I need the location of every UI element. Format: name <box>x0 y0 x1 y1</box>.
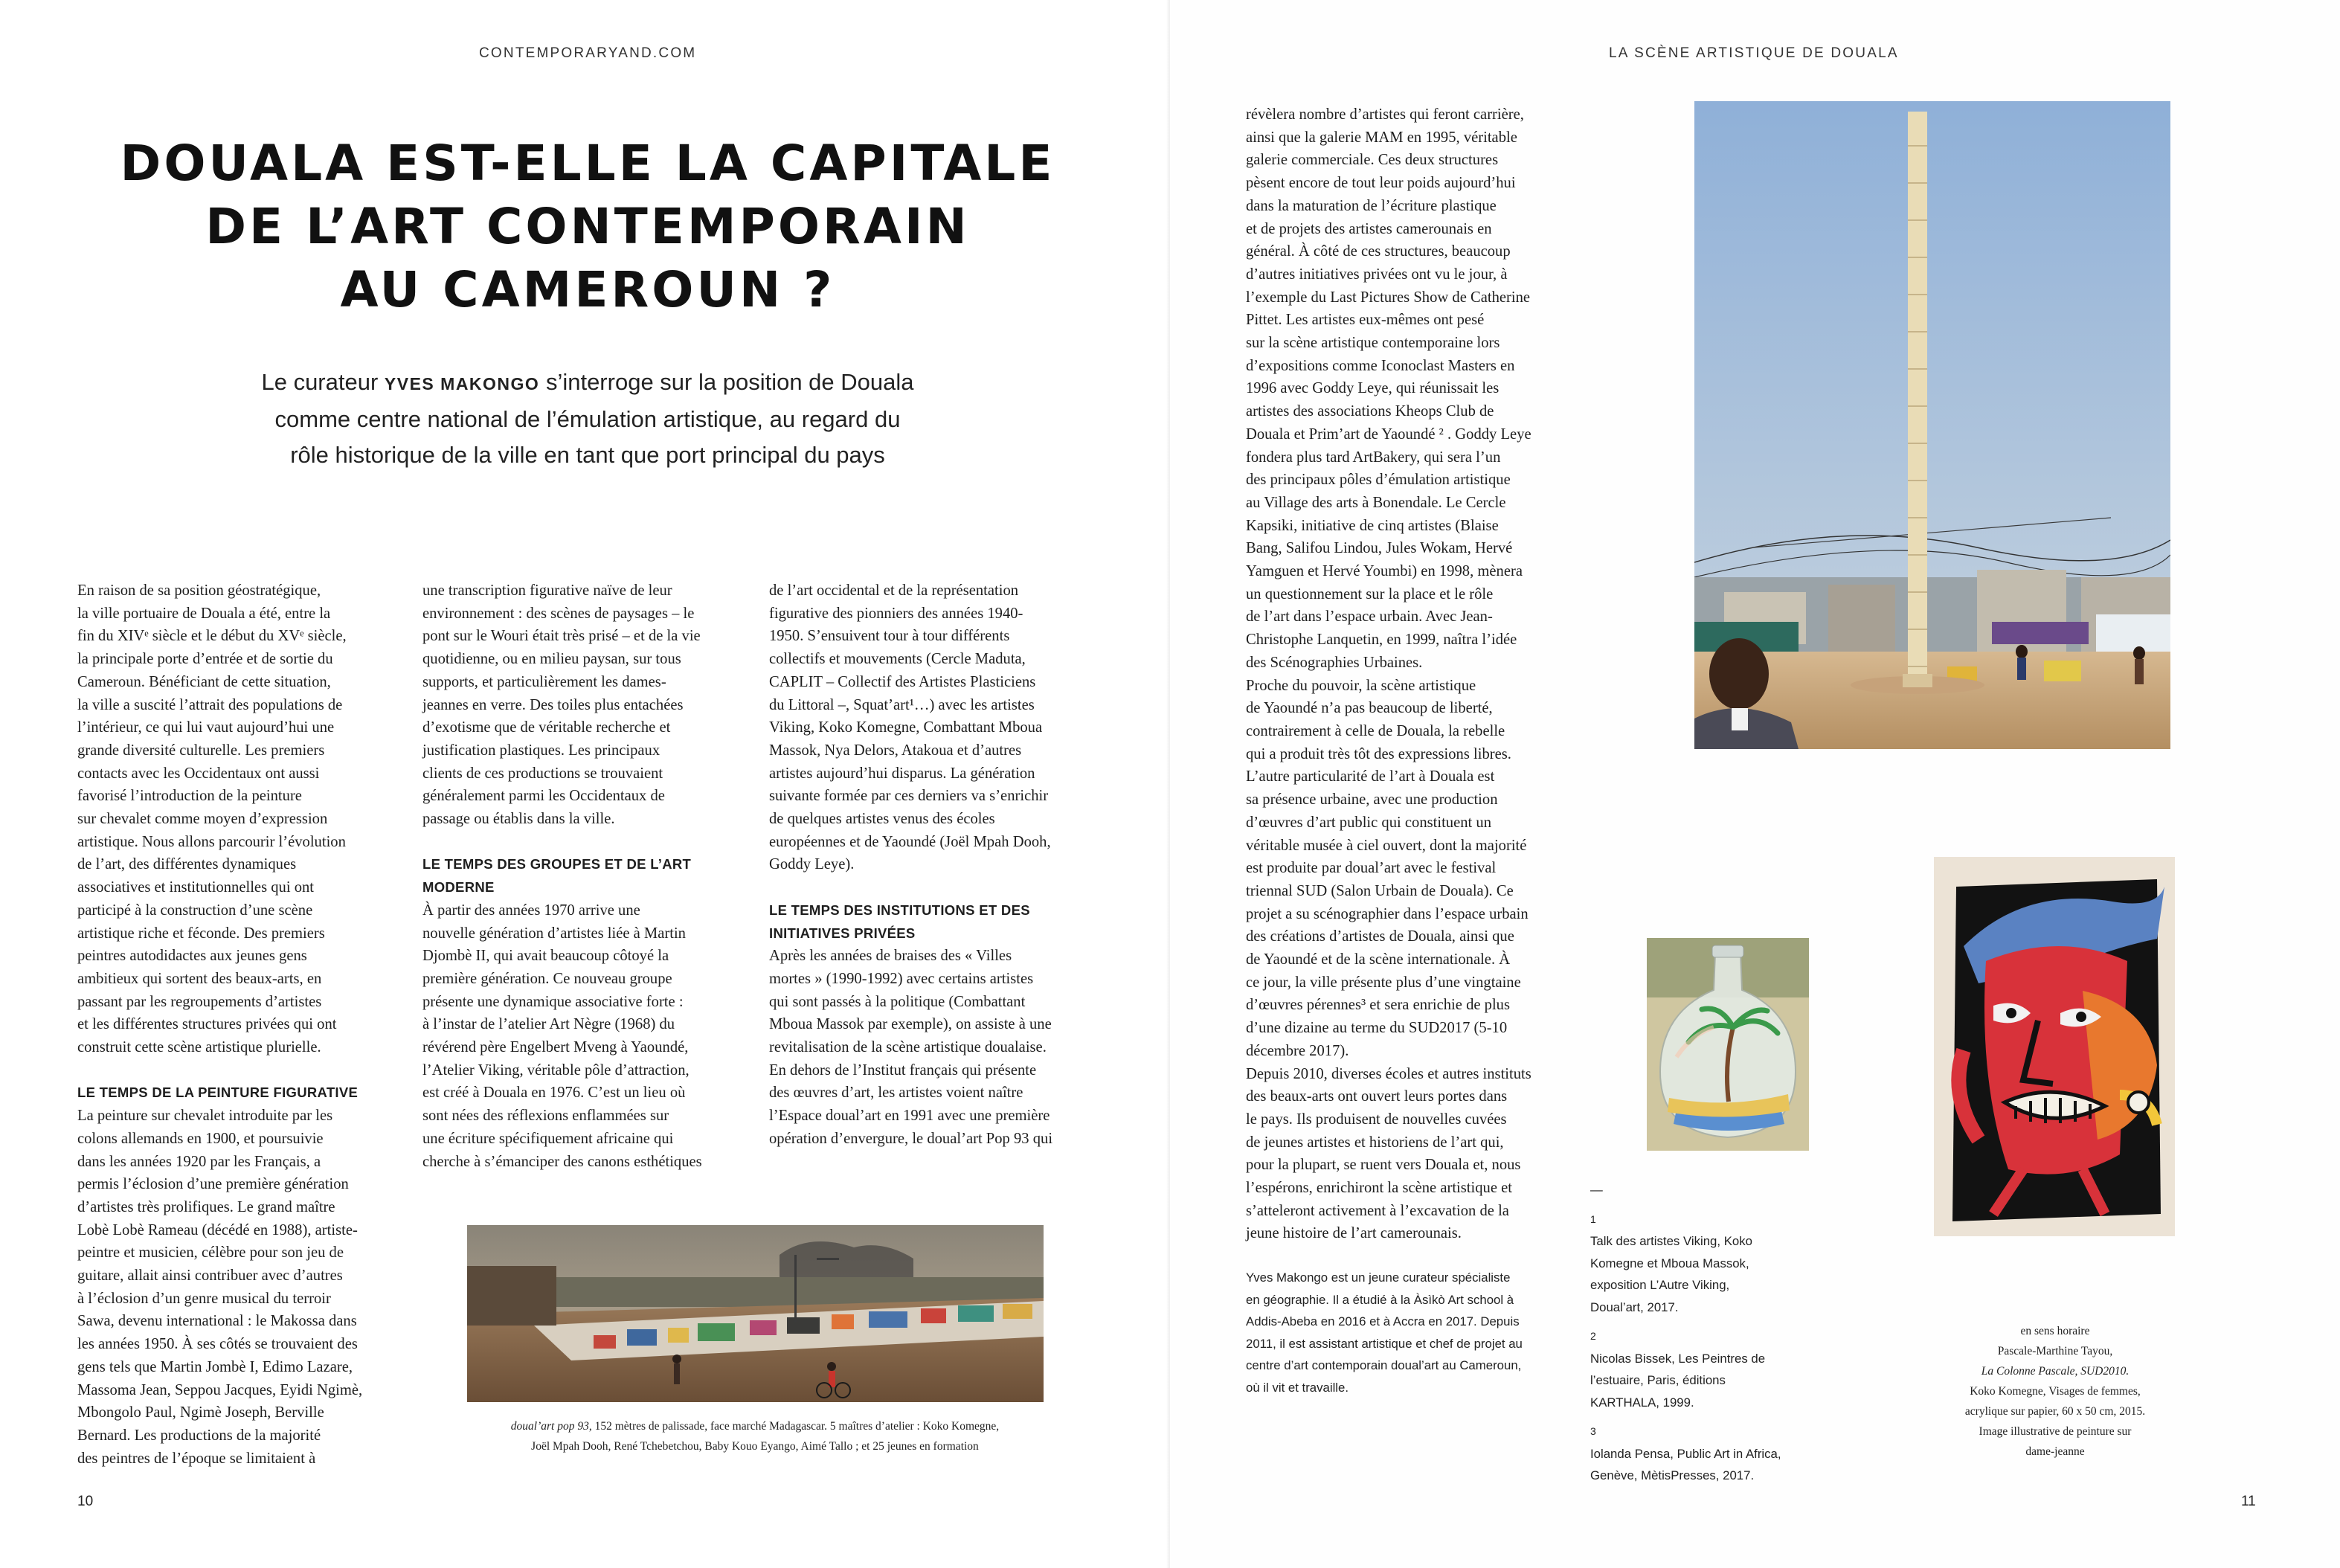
column-1-line: dans les années 1920 par les Français, a <box>77 1153 321 1170</box>
column-1-line: la principale porte d’entrée et de sortie du <box>77 651 333 668</box>
author-bio-text <box>1246 1267 1588 1398</box>
column-4-line: d’œuvres pérennes³ et sera enrichie de plus <box>1246 997 1510 1014</box>
body-column-3 <box>769 579 1089 1151</box>
subhead-institutions-line-1: LE TEMPS DES INSTITUTIONS ET DES <box>769 902 1030 918</box>
column-4-line: projet a su scénographier dans l’espace urbain <box>1246 905 1529 922</box>
column-4-line: d’œuvres d’art public qui constituent un <box>1246 814 1492 831</box>
column-2-line: Djombè II, qui avait beaucoup côtoyé la <box>422 948 669 965</box>
column-3-line: européennes et de Yaoundé (Joël Mpah Dooh, <box>769 833 1051 850</box>
column-4-line: Proche du pouvoir, la scène artistique <box>1246 677 1476 694</box>
column-2-line: généralement parmi les Occidentaux de <box>422 788 665 805</box>
column-4-line: le pays. Ils produisent de nouvelles cuvées <box>1246 1111 1507 1128</box>
column-4-line: s’atteleront activement à l’excavation de la <box>1246 1202 1509 1219</box>
bio-line: centre d’art contemporain doual’art au Cameroun, <box>1246 1358 1522 1372</box>
subhead-institutions-line-2: INITIATIVES PRIVÉES <box>769 925 916 941</box>
column-1-line: de l’art, des différentes dynamiques <box>77 856 297 873</box>
standfirst-line-2: comme centre national de l’émulation artistique, au regard du <box>274 406 901 432</box>
column-3-line: des œuvres d’art, les artistes voient naître <box>769 1085 1023 1102</box>
column-1-line: ambitieux qui sortent des beaux-arts, en <box>77 970 322 987</box>
column-1-line: Sawa, devenu international : le Makossa dans <box>77 1313 357 1330</box>
footnote-line: l’estuaire, Paris, éditions <box>1590 1373 1726 1387</box>
column-3-line: de l’art occidental et de la représentation <box>769 582 1019 599</box>
column-2-line: d’exotisme que de véritable recherche et <box>422 719 671 736</box>
bio-line: en géographie. Il a étudié à la Àsìkò Art school à <box>1246 1292 1514 1307</box>
column-1-line: artistique riche et féconde. Des premiers <box>77 925 325 942</box>
column-3-paragraph-1 <box>769 579 1089 876</box>
column-3-paragraph-2 <box>769 945 1089 1150</box>
column-2-line: pont sur le Wouri était très prisé – et de la vie <box>422 628 701 645</box>
column-1-line: passant par les regroupements d’artistes <box>77 993 322 1010</box>
column-1-line: les années 1950. À ses côtés se trouvaient des <box>77 1336 358 1353</box>
column-4-line: est produite par doual’art avec le festival <box>1246 860 1497 877</box>
caption-right-line-3 <box>1947 1361 2163 1381</box>
footnote-line: Komegne et Mboua Massok, <box>1590 1256 1749 1270</box>
bio-line: 2011, il est assistant artistique et chef de projet au <box>1246 1336 1523 1351</box>
column-2-line: clients de ces productions se trouvaient <box>422 765 663 782</box>
column-3-line: du Littoral –, Squat’art¹…) avec les artistes <box>769 696 1035 713</box>
column-4-line: 1996 avec Goddy Leye, qui réunissait les <box>1246 380 1500 397</box>
footnote-line: Talk des artistes Viking, Koko <box>1590 1234 1752 1248</box>
dame-jeanne-photo <box>1647 938 1809 1151</box>
column-4-line: Douala et Prim’art de Yaoundé ² . Goddy Leye <box>1246 425 1531 443</box>
column-4-line: Kapsiki, initiative de cinq artistes (Blaise <box>1246 517 1499 534</box>
author-bio <box>1246 1267 1588 1398</box>
column-4-line: l’exemple du Last Pictures Show de Catherine <box>1246 289 1531 306</box>
column-2-line: jeannes en verre. Des toiles plus entachées <box>422 696 684 713</box>
column-3-line: En dehors de l’Institut français qui présente <box>769 1061 1037 1079</box>
column-4-line: de Yaoundé et de la scène internationale. À <box>1246 951 1511 968</box>
headline-line-2: DE L’ART CONTEMPORAIN <box>205 198 970 255</box>
right-photo-caption <box>1947 1321 2163 1462</box>
caption-right-line-6: Image illustrative de peinture sur <box>1979 1425 2132 1438</box>
dame-jeanne-illustration <box>1647 938 1809 1151</box>
column-4-line: l’espérons, enrichiront la scène artistique et <box>1246 1180 1512 1197</box>
column-3-line: revitalisation de la scène artistique doualaise. <box>769 1039 1047 1056</box>
column-2-line: une écriture spécifiquement africaine qui <box>422 1130 674 1147</box>
column-2-line: l’Atelier Viking, véritable pôle d’attraction, <box>422 1061 690 1079</box>
column-1-line: favorisé l’introduction de la peinture <box>77 788 302 805</box>
column-3-line: de quelques artistes venus des écoles <box>769 811 995 828</box>
column-2-line: révérend père Engelbert Mveng à Yaoundé, <box>422 1039 689 1056</box>
column-2-line: présente une dynamique associative forte : <box>422 993 684 1010</box>
column-3-line: figurative des pionniers des années 1940- <box>769 605 1023 622</box>
column-4-line: sur la scène artistique contemporaine lors <box>1246 335 1500 352</box>
column-2-paragraph-1 <box>422 579 742 831</box>
column-1-line: permis l’éclosion d’une première génération <box>77 1176 349 1193</box>
footnote-line: KARTHALA, 1999. <box>1590 1395 1694 1410</box>
column-1-line: contacts avec les Occidentaux ont aussi <box>77 765 320 782</box>
column-3-line: Viking, Koko Komegne, Combattant Mboua <box>769 719 1043 736</box>
column-4-line: galerie commerciale. Ces deux structures <box>1246 152 1499 169</box>
column-1-paragraph-1 <box>77 579 390 1059</box>
column-2-line: cherche à s’émanciper des canons esthétiques <box>422 1153 702 1170</box>
caption-right-line-2: Pascale-Marthine Tayou, <box>1997 1345 2113 1357</box>
column-4-line: d’autres initiatives privées ont vu le jour, à <box>1246 266 1508 283</box>
column-4-line: pour la plupart, se ruent vers Douala et, nous <box>1246 1157 1521 1174</box>
column-3-line: l’Espace doual’art en 1991 avec une première <box>769 1108 1050 1125</box>
footnote-line: Nicolas Bissek, Les Peintres de <box>1590 1351 1766 1366</box>
column-4-line: général. À côté de ces structures, beaucoup <box>1246 243 1511 260</box>
caption-left-line-1: doual’art pop 93, 152 mètres de palissade, face marché Madagascar. 5 maîtres d’atelier : Koko Komegne, <box>510 1420 1000 1433</box>
standfirst <box>179 364 997 473</box>
column-4-line: révèlera nombre d’artistes qui feront carrière, <box>1246 106 1524 123</box>
column-4-line: Christophe Lanquetin, en 1999, naîtra l’idée <box>1246 632 1517 649</box>
page-number-left: 10 <box>77 1494 94 1509</box>
footnote-list <box>1590 1209 1843 1494</box>
column-1-line: l’intérieur, ce qui lui vaut aujourd’hui une <box>77 719 335 736</box>
mural-photo <box>467 1225 1044 1402</box>
column-4-line: de l’art dans l’espace urbain. Avec Jean- <box>1246 608 1493 626</box>
column-2-line: sont nées des réflexions enflammées sur <box>422 1108 669 1125</box>
column-4-line: au Village des arts à Bonendale. Le Cercle <box>1246 494 1506 511</box>
column-4-line: Pittet. Les artistes eux-mêmes ont pesé <box>1246 312 1485 329</box>
caption-right-line-3-text: La Colonne Pascale, SUD2010. <box>1981 1365 2130 1378</box>
column-4-line: d’expositions comme Iconoclast Masters en <box>1246 357 1515 374</box>
page-number-right: 11 <box>2241 1494 2256 1509</box>
column-2-line: supports, et particulièrement les dames- <box>422 673 666 690</box>
column-4-line: ainsi que la galerie MAM en 1995, véritable <box>1246 129 1517 146</box>
column-4-line: Yamguen et Hervé Youmbi) en 1998, mènera <box>1246 563 1523 580</box>
column-3-line: 1950. S’ensuivent tour à tour différents <box>769 628 1010 645</box>
column-1-line: la ville a suscité l’attrait des populations de <box>77 696 343 713</box>
column-1-line: la ville portuaire de Douala a été, entre la <box>77 605 331 622</box>
column-1-line: des peintres de l’époque se limitaient à <box>77 1450 316 1467</box>
column-1-paragraph-2 <box>77 1105 390 1470</box>
column-2-line: passage ou établis dans la ville. <box>422 811 615 828</box>
column-3-line: mortes » (1990-1992) avec certains artistes <box>769 970 1034 987</box>
column-4-line: L’autre particularité de l’art à Douala est <box>1246 768 1495 785</box>
column-1-line: artistique. Nous allons parcourir l’évolution <box>77 833 346 850</box>
column-1-line: peintre et musicien, célèbre pour son jeu de <box>77 1244 344 1262</box>
caption-right-line-5: acrylique sur papier, 60 x 50 cm, 2015. <box>1964 1405 2146 1418</box>
column-1-line: gens tels que Martin Jombè I, Edimo Lazare, <box>77 1358 353 1375</box>
column-3-line: qui sont passés à la politique (Combattant <box>769 993 1026 1010</box>
caption-right-line-1: en sens horaire <box>2020 1325 2090 1337</box>
column-4-line: jeune histoire de l’art camerounais. <box>1246 1225 1462 1242</box>
column-2-line: nouvelle génération d’artistes liée à Martin <box>422 925 686 942</box>
standfirst-prefix: Le curateur <box>261 369 385 395</box>
column-3-line: artistes aujourd’hui disparus. La génération <box>769 765 1035 782</box>
footnote-number: 3 <box>1590 1425 1596 1437</box>
mural-photo-caption <box>446 1416 1064 1456</box>
column-1-line: En raison de sa position géostratégique, <box>77 582 321 599</box>
column-4-line: d’une dizaine au terme du SUD2017 (5-10 <box>1246 1020 1508 1037</box>
headline-line-3: AU CAMEROUN ? <box>340 261 835 318</box>
column-4-line: véritable musée à ciel ouvert, dont la majorité <box>1246 837 1527 854</box>
column-3-line: Mboua Massok par exemple), on assiste à une <box>769 1016 1052 1033</box>
column-2-line: une transcription figurative naïve de leur <box>422 582 672 599</box>
column-4-text <box>1246 103 1573 1245</box>
column-1-line: sur chevalet comme moyen d’expression <box>77 811 328 828</box>
column-2-line: quotidienne, ou en milieu paysan, sur tous <box>422 651 681 668</box>
column-1-line: construit cette scène artistique plurielle. <box>77 1039 321 1056</box>
column-1-line: La peinture sur chevalet introduite par les <box>77 1108 333 1125</box>
column-1-line: participé à la construction d’une scène <box>77 902 313 919</box>
column-4-line: fondera plus tard ArtBakery, qui sera l’un <box>1246 449 1501 466</box>
column-3-line: opération d’envergure, le doual’art Pop 93 qui <box>769 1130 1053 1147</box>
body-column-1 <box>77 579 390 1470</box>
column-1-line: d’artistes très prolifiques. Le grand maître <box>77 1198 335 1215</box>
mural-photo-illustration <box>467 1225 1044 1402</box>
footnote-number: 2 <box>1590 1330 1596 1342</box>
visages-painting-illustration <box>1934 857 2175 1236</box>
column-1-line: Lobè Lobè Rameau (décédé en 1988), artiste- <box>77 1221 358 1238</box>
subhead-modern-art: LE TEMPS DES GROUPES ET DE L’ART MODERNE <box>422 856 692 896</box>
column-4-line: ce jour, la ville présente plus d’une vingtaine <box>1246 974 1521 991</box>
body-column-2 <box>422 579 742 1173</box>
column-2-line: première génération. Ce nouveau groupe <box>422 970 672 987</box>
column-1-line: à l’éclosion d’un genre musical du terroir <box>77 1290 331 1307</box>
column-1-line: Bernard. Les productions de la majorité <box>77 1427 321 1444</box>
footnote-separator: — <box>1590 1183 1603 1197</box>
column-4-line: triennal SUD (Salon Urbain de Douala). Ce <box>1246 882 1514 899</box>
column-4-line: de Yaoundé n’a pas beaucoup de liberté, <box>1246 700 1493 717</box>
body-column-4 <box>1246 103 1573 1245</box>
running-head-left: CONTEMPORARYAND.COM <box>479 45 697 61</box>
column-4-line: Bang, Salifou Lindou, Jules Wokam, Hervé <box>1246 540 1513 557</box>
column-2-paragraph-2 <box>422 899 742 1173</box>
column-1-line: guitare, allait ainsi contribuer avec d’autres <box>77 1267 343 1285</box>
footnote-line: Doual’art, 2017. <box>1590 1299 1679 1314</box>
footnote-line: Genève, MètisPresses, 2017. <box>1590 1468 1755 1482</box>
column-4-line: qui a produit très tôt des expressions libres. <box>1246 745 1511 762</box>
column-1-line: peintres autodidactes aux jeunes gens <box>77 948 307 965</box>
column-4-line: contrairement à celle de Douala, la rebelle <box>1246 722 1505 739</box>
column-1-line: et les différentes structures privées qui ont <box>77 1016 337 1033</box>
column-4-line: Depuis 2010, diverses écoles et autres instituts <box>1246 1065 1531 1082</box>
column-1-line: associatives et institutionnelles qui ont <box>77 879 315 896</box>
footnote-number: 1 <box>1590 1212 1596 1225</box>
column-4-line: artistes des associations Kheops Club de <box>1246 403 1494 420</box>
column-4-line: un questionnement sur la place et le rôle <box>1246 585 1494 603</box>
column-4-line: des principaux pôles d’émulation artistique <box>1246 472 1511 489</box>
column-2-line: environnement : des scènes de paysages – le <box>422 605 695 622</box>
visages-de-femmes-painting <box>1934 857 2175 1236</box>
column-1-line: fin du XIVᵉ siècle et le début du XVᵉ siècle, <box>77 628 347 645</box>
subhead-institutions <box>769 899 1089 945</box>
column-4-line: des Scénographies Urbaines. <box>1246 654 1423 671</box>
colonne-pascale-illustration <box>1694 101 2170 749</box>
column-3-line: collectifs et mouvements (Cercle Maduta, <box>769 651 1026 668</box>
column-3-line: Après les années de braises des « Villes <box>769 948 1012 965</box>
caption-right-line-4: Koko Komegne, Visages de femmes, <box>1970 1385 2141 1398</box>
column-1-line: Mbongolo Paul, Ngimè Joseph, Berville <box>77 1404 324 1421</box>
author-name: YVES MAKONGO <box>384 374 540 393</box>
column-4-line: des beaux-arts ont ouvert leurs portes dans <box>1246 1088 1508 1105</box>
column-2-line: à l’instar de l’atelier Art Nègre (1968) du <box>422 1016 675 1033</box>
standfirst-line-3: rôle historique de la ville en tant que port principal du pays <box>290 442 885 468</box>
running-head-right: LA SCÈNE ARTISTIQUE DE DOUALA <box>1609 45 1899 61</box>
article-headline <box>104 132 1071 321</box>
column-1-line: Cameroun. Bénéficiant de cette situation, <box>77 673 331 690</box>
caption-right-line-7: dame-jeanne <box>2025 1445 2085 1458</box>
column-2-line: est créé à Douala en 1976. C’est un lieu où <box>422 1085 686 1102</box>
headline-line-1: DOUALA EST-ELLE LA CAPITALE <box>120 135 1055 192</box>
bio-line: Yves Makongo est un jeune curateur spécialiste <box>1246 1270 1511 1285</box>
column-4-line: et de projets des artistes camerounais en <box>1246 220 1492 237</box>
colonne-pascale-photo <box>1694 101 2170 749</box>
column-4-line: sa présence urbaine, avec une production <box>1246 791 1498 809</box>
footnotes <box>1590 1179 1843 1494</box>
column-4-line: pèsent encore de tout leur poids aujourd’hui <box>1246 175 1516 192</box>
column-2-line: justification plastiques. Les principaux <box>422 742 660 759</box>
column-3-line: Goddy Leye). <box>769 856 855 873</box>
column-1-line: colons allemands en 1900, et poursuivie <box>77 1130 324 1147</box>
column-4-line: de jeunes artistes et historiens de l’art qui, <box>1246 1134 1504 1151</box>
column-1-line: grande diversité culturelle. Les premiers <box>77 742 325 759</box>
caption-left-line-2: Joël Mpah Dooh, René Tchebetchou, Baby Kouo Eyango, Aimé Tallo ; et 25 jeunes en formation <box>531 1440 979 1453</box>
column-1-line: Massoma Jean, Seppou Jacques, Eyidi Ngimè, <box>77 1381 363 1398</box>
right-page <box>1170 0 2340 1568</box>
column-3-line: CAPLIT – Collectif des Artistes Plasticiens <box>769 673 1036 690</box>
bio-line: où il vit et travaille. <box>1246 1380 1349 1395</box>
column-3-line: Massok, Nya Delors, Atakoua et d’autres <box>769 742 1022 759</box>
standfirst-suffix: s’interroge sur la position de Douala <box>539 369 914 395</box>
column-4-line: des créations d’artistes de Douala, ainsi que <box>1246 928 1514 945</box>
bio-line: Addis-Abeba en 2016 et à Accra en 2017. Depuis <box>1246 1314 1520 1328</box>
footnote-line: Iolanda Pensa, Public Art in Africa, <box>1590 1446 1781 1461</box>
column-4-line: dans la maturation de l’écriture plastique <box>1246 197 1497 214</box>
column-3-line: suivante formée par ces derniers va s’enrichir <box>769 788 1049 805</box>
column-2-line: À partir des années 1970 arrive une <box>422 902 640 919</box>
footnote-line: exposition L’Autre Viking, <box>1590 1278 1730 1292</box>
subhead-figurative: LE TEMPS DE LA PEINTURE FIGURATIVE <box>77 1085 359 1101</box>
column-4-line: décembre 2017). <box>1246 1042 1349 1059</box>
